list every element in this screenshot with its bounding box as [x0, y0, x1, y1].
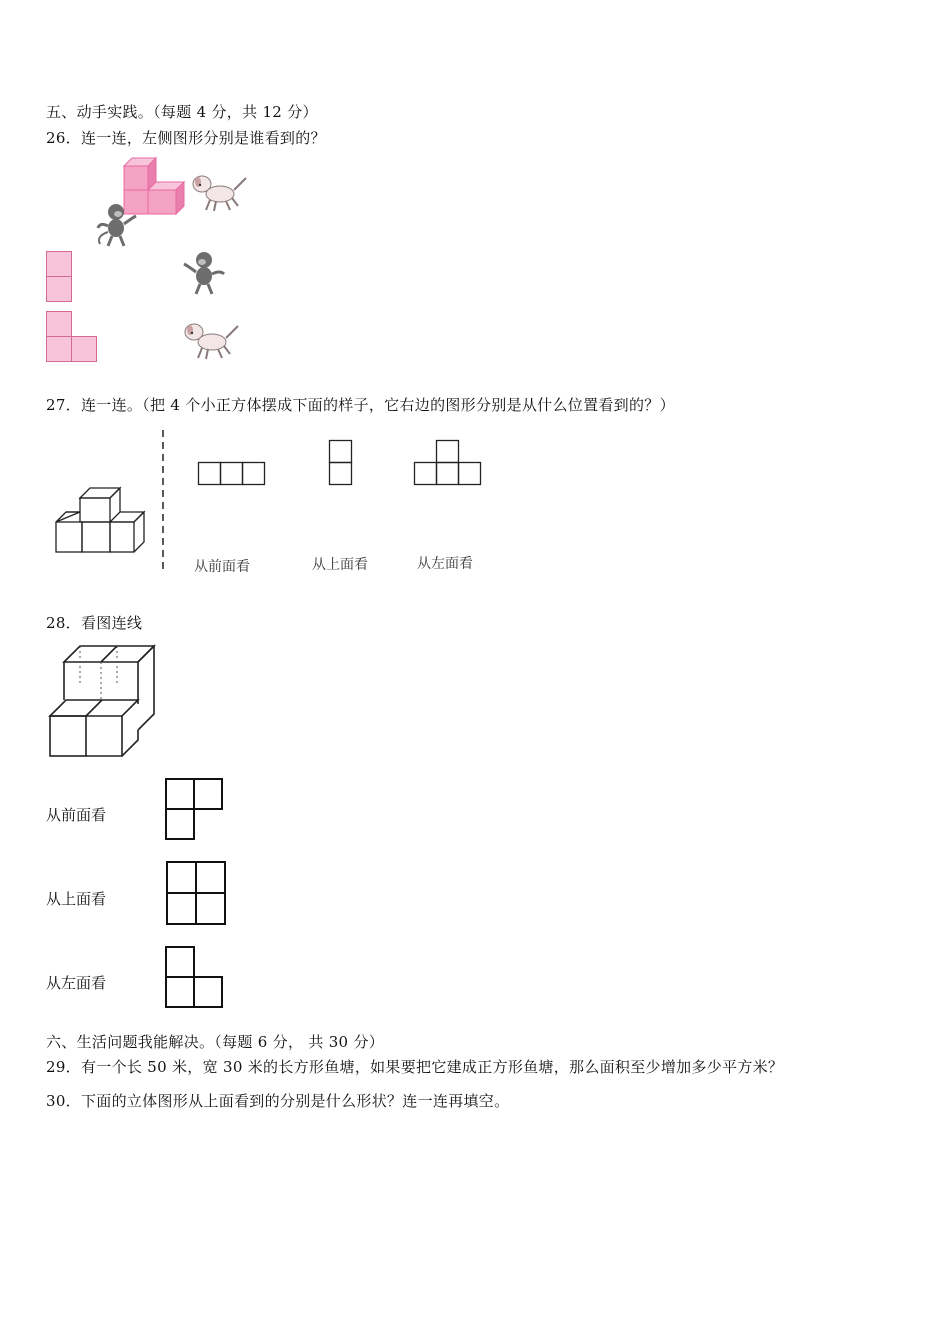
view-l-shape: [46, 311, 100, 363]
dashed-divider: [160, 430, 166, 574]
q27-label-top: 从上面看: [312, 557, 368, 573]
q27-label-front: 从前面看: [194, 559, 250, 575]
q28-solid-figure: [46, 644, 158, 760]
monkey-icon: [182, 248, 230, 296]
q27-label-left: 从左面看: [417, 556, 473, 572]
dog-icon: [182, 318, 242, 362]
question-30-text: 30．下面的立体图形从上面看到的分别是什么形状？连一连再填空。: [46, 1092, 510, 1110]
dog-icon: [190, 172, 250, 214]
q28-view-left: [165, 946, 225, 1010]
q28-label-front: 从前面看: [46, 806, 107, 824]
q28-view-front: [165, 778, 225, 842]
view-t-shape: [414, 440, 482, 486]
q28-label-left: 从左面看: [46, 974, 107, 992]
view-two-vertical: [329, 440, 353, 486]
monkey-icon: [92, 200, 140, 248]
question-26-text: 26．连一连，左侧图形分别是谁看到的？: [46, 129, 326, 147]
question-27-text: 27．连一连。（把 4 个小正方体摆成下面的样子，它右边的图形分别是从什么位置看到的？）: [46, 396, 675, 414]
four-cube-figure: [52, 486, 150, 558]
section-5-heading: 五、动手实践。（每题 4 分，共 12 分）: [46, 103, 318, 121]
view-vertical-two-squares: [46, 251, 76, 303]
q28-label-top: 从上面看: [46, 890, 107, 908]
view-three-horizontal: [198, 462, 266, 487]
q28-view-top: [166, 861, 228, 927]
question-28-text: 28．看图连线: [46, 614, 143, 632]
question-29-text: 29．有一个长 50 米，宽 30 米的长方形鱼塘，如果要把它建成正方形鱼塘，那么面积至少增加多少平方米？: [46, 1058, 784, 1076]
section-6-heading: 六、生活问题我能解决。（每题 6 分， 共 30 分）: [46, 1033, 385, 1051]
